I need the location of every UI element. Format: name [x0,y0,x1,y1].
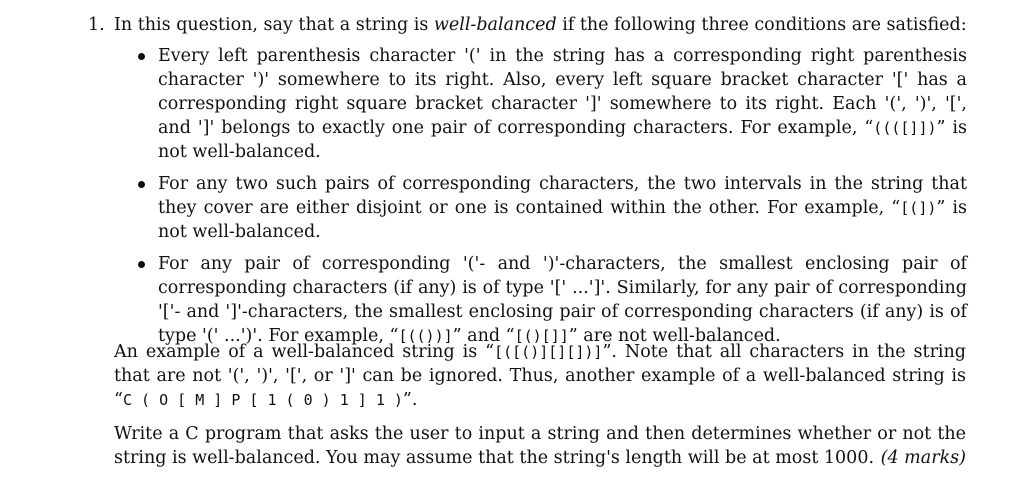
question-intro [114,13,994,37]
code-example: [(]) [900,199,937,217]
paragraph-text: ”. [402,390,418,410]
condition-text: ” and “ [452,326,515,346]
condition-text: ” is not well-balanced. [158,118,967,162]
marks-label: (4 marks) [880,448,966,468]
condition-item [132,44,967,164]
code-example: [([()][][])] [494,343,603,361]
condition-item [132,252,967,348]
task-text: Write a C program that asks the user to input a string and then determines whether or not the string is well-balanced. You may assume that the string's length will be at most 1000. [114,424,966,468]
code-example: [(())] [398,327,453,345]
condition-item [132,172,967,244]
bullet-icon [138,53,145,60]
bullet-icon [138,261,145,268]
bullet-icon [138,181,145,188]
condition-text: Every left parenthesis character '(' in the string has a corresponding right parenthesis character ')' somewhere to its right. Also, every left square bracket character '[' has a corresponding right square bracket character ']' somewhere to its right. Each '(', ')', '[', and ']' belongs to exactly one pair of corresponding characters. For example, “ [158,46,967,138]
condition-text: ” are not well-balanced. [568,326,781,346]
question-number: 1. [88,15,105,35]
condition-text: ” is not well-balanced. [158,198,968,242]
code-example: C ( O [ M ] P [ 1 ( 0 ) 1 ] 1 ) [122,391,403,409]
paragraph-text: ”. Note that all characters in the string that are not '(', ')', '[', or ']' can be ignored. Thus, another example of a well-balanced string is “ [114,342,966,410]
condition-text: For any two such pairs of corresponding characters, the two intervals in the string that they cover are either disjoint or one is contained within the other. For example, “ [158,174,967,218]
intro-text-before: In this question, say that a string is [114,15,434,35]
code-example: ((([]]) [873,119,937,137]
example-paragraph [114,340,966,412]
condition-text: For any pair of corresponding '('- and ')'-characters, the smallest enclosing pair of corresponding characters (if any) is of type '[' ...']'. Similarly, for any pair of corresponding '['- and ']'-characters, the smallest enclosing pair of corresponding characters (if any) is of type '(' ...')'. For example, “ [158,254,967,346]
paragraph-text: An example of a well-balanced string is “ [114,342,495,362]
intro-text-after: if the following three conditions are satisfied: [556,15,967,35]
code-example: [()[]] [514,327,569,345]
task-paragraph [114,422,966,470]
intro-term: well-balanced [433,15,557,35]
condition-list [132,44,967,356]
